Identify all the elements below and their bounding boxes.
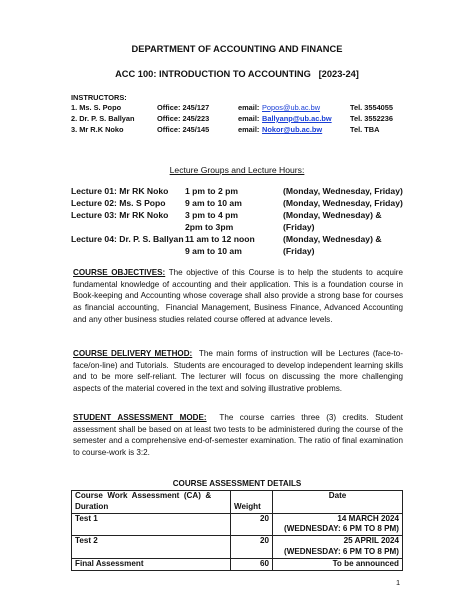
header-col1-line2: Duration [75,501,109,511]
table-cell: 20 [231,536,273,559]
header-date: Date [328,491,347,500]
lecture-days: (Friday) [283,222,315,232]
table-cell: To be announced [273,558,403,570]
lecture-time: 2pm to 3pm [185,222,234,232]
table-header-cell [273,491,403,514]
instructor-office: Office: 245/145 [157,125,210,134]
table-header-cell [231,491,273,514]
table-cell: Test 2 [72,536,231,559]
email-label: email: [238,103,260,112]
department-title: DEPARTMENT OF ACCOUNTING AND FINANCE [131,44,343,54]
lecture-time: 3 pm to 4 pm [185,210,239,220]
header-col1-line1: Course Work Assessment (CA) & [75,491,212,500]
course-objectives-paragraph [73,267,406,326]
instructor-tel: Tel. 3554055 [350,103,394,112]
lecture-time: 1 pm to 2 pm [185,186,239,196]
date-time-line: (WEDNESDAY: 6 PM TO 8 PM) [284,524,399,534]
lecture-group: Lecture 01: Mr RK Noko [71,186,169,196]
course-delivery-label: COURSE DELIVERY METHOD: [73,349,193,358]
assessment-details-title: COURSE ASSESSMENT DETAILS [172,479,302,488]
instructor-tel: Tel. TBA [350,125,380,134]
course-delivery-paragraph [73,348,406,395]
table-cell: 20 [231,513,273,536]
assessment-mode-text: The course carries three (3) credits. Student assessment shall be based on at least two tests to be administered during the course of the semester and a comprehensive end-of-semester examination. The ratio of final examination to course-work is 3:2. [73,413,406,458]
course-objectives-text: The objective of this Course is to help the students to acquire fundamental knowledge of accounting and their application. This is a foundation course in Book-keeping and Accounting whose coverage shall also provide a strong base for courses as financial accounting, Financial Management, Business Finance, Advanced Accounting and any other business studies related course offered at advance levels. [73,268,406,324]
table-header-cell [72,491,231,514]
date-time-line: (WEDNESDAY: 6 PM TO 8 PM) [284,546,399,556]
date-line: 25 APRIL 2024 [343,536,399,546]
instructor-email-link[interactable]: Nokor@ub.ac.bw [262,125,323,134]
table-cell: Final Assessment [72,558,231,570]
instructor-name: 1. Ms. S. Popo [71,103,122,112]
course-delivery-text: The main forms of instruction will be Lectures (face-to-face/on-line) and Tutorials. Students are encouraged to develop independent learning skills and to be more self-reliant. The lecturer will focus on discussing the more challenging aspects of the material covered in the text and solving illustrative problems. [73,349,406,394]
lecture-groups-heading: Lecture Groups and Lecture Hours: [169,165,305,175]
page-number: 1 [396,578,401,587]
assessment-mode-paragraph [73,412,406,459]
table-row [72,558,403,570]
lecture-group: Lecture 03: Mr RK Noko [71,210,169,220]
table-row [72,536,403,559]
table-cell: Test 1 [72,513,231,536]
lecture-days: (Monday, Wednesday, Friday) [283,186,403,196]
lecture-group: Lecture 04: Dr. P. S. Ballyan [71,234,184,244]
lecture-time: 9 am to 10 am [185,246,242,256]
table-cell [273,513,403,536]
email-label: email: [238,125,260,134]
table-row [72,513,403,536]
instructor-office: Office: 245/127 [157,103,210,112]
lecture-group: Lecture 02: Ms. S Popo [71,198,166,208]
lecture-days: (Monday, Wednesday) & [283,234,382,244]
lecture-time: 9 am to 10 am [185,198,242,208]
instructors-heading: INSTRUCTORS: [71,93,127,102]
lecture-days: (Friday) [283,246,315,256]
table-cell [273,536,403,559]
instructor-tel: Tel. 3552236 [350,114,394,123]
lecture-days: (Monday, Wednesday) & [283,210,382,220]
assessment-table [71,490,403,571]
header-weight: Weight [234,501,261,511]
lecture-days: (Monday, Wednesday, Friday) [283,198,403,208]
course-title: ACC 100: INTRODUCTION TO ACCOUNTING [2023-24] [115,69,359,79]
instructor-email-link[interactable]: Popos@ub.ac.bw [262,103,321,112]
instructor-office: Office: 245/223 [157,114,210,123]
date-line: 14 MARCH 2024 [337,513,399,523]
course-objectives-label: COURSE OBJECTIVES: [73,268,166,277]
lecture-time: 11 am to 12 noon [185,234,255,244]
assessment-mode-label: STUDENT ASSESSMENT MODE: [73,413,207,422]
instructor-email-link[interactable]: Ballyanp@ub.ac.bw [262,114,332,123]
table-header-row [72,491,403,514]
table-cell: 60 [231,558,273,570]
email-label: email: [238,114,260,123]
instructor-name: 3. Mr R.K Noko [71,125,124,134]
instructor-name: 2. Dr. P. S. Ballyan [71,114,135,123]
